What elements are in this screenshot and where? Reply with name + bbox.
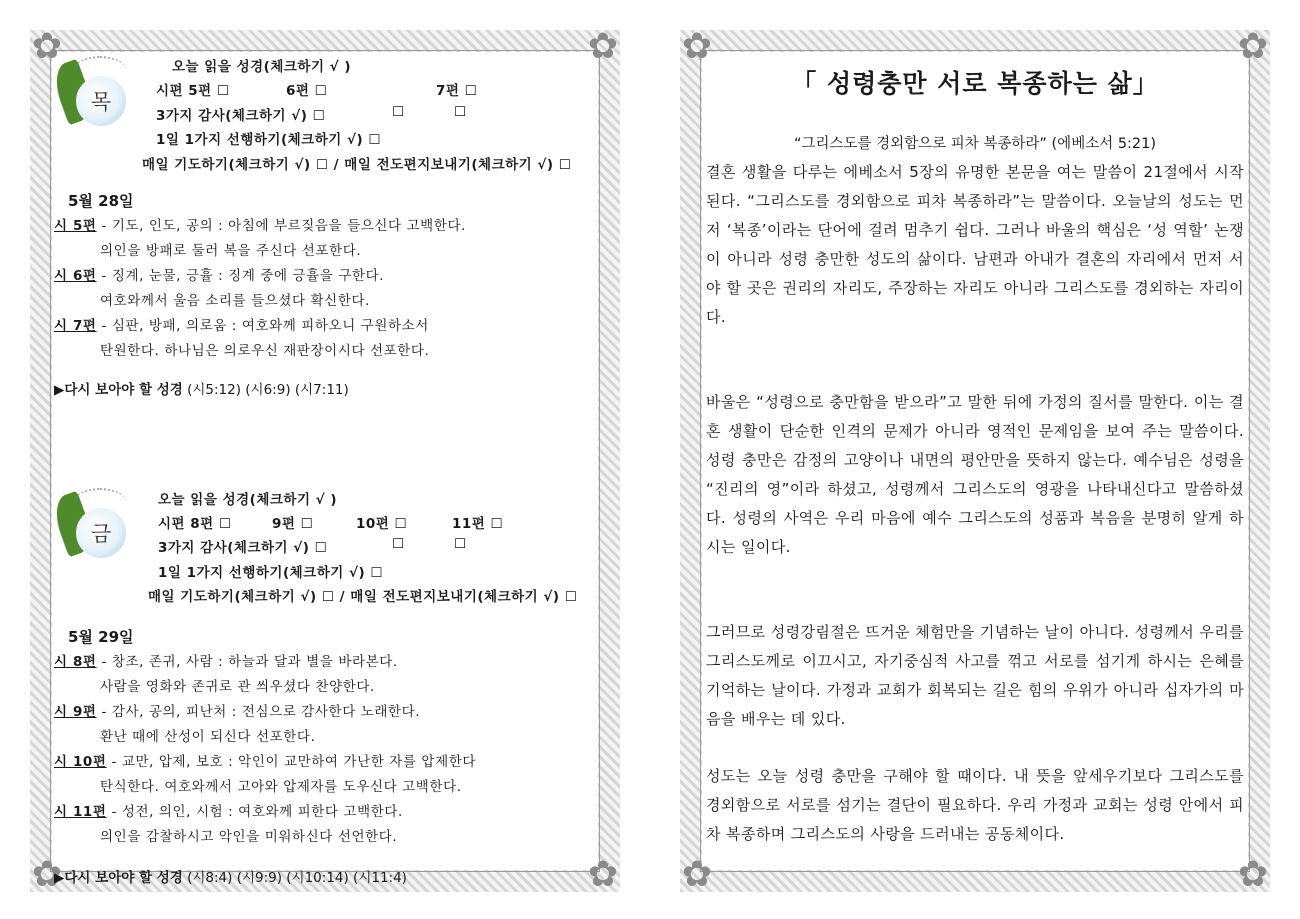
day-emblem: [54, 488, 132, 568]
checkbox-item[interactable]: 11편 ☐: [452, 516, 504, 532]
body-paragraph: 성도는 오늘 성령 충만을 구해야 할 때이다. 내 뜻을 앞세우기보다 그리스도를 경외함으로 서로를 섬기는 결단이 필요하다. 우리 가정과 교회는 성령 안에서 피차 복종하며 그리스도의 사랑을 드러내는 공동체이다.: [706, 767, 1244, 843]
good-deed-checkbox[interactable]: 1일 1가지 선행하기(체크하기 √) ☐: [158, 565, 383, 581]
reading-line: 시 7편 - 심판, 방패, 의로움 : 여호와께 피하오니 구원하소서: [54, 318, 429, 334]
checkbox-item[interactable]: 10편 ☐: [356, 516, 408, 532]
flower-corner-icon: ✿: [31, 26, 63, 67]
prayer-checkbox[interactable]: 매일 기도하기(체크하기 √) ☐ / 매일 전도편지보내기(체크하기 √) ☐: [148, 589, 578, 605]
reading-line: 시 10편 - 교만, 압제, 보호 : 악인이 교만하여 가난한 자를 압제한다: [54, 754, 476, 770]
checkbox-item[interactable]: 7편 ☐: [436, 83, 478, 99]
flower-corner-icon: ✿: [587, 854, 619, 895]
today-reading-label: 오늘 읽을 성경(체크하기 √ ): [172, 59, 352, 75]
day-label: 목: [76, 76, 126, 126]
flower-corner-icon: ✿: [681, 854, 713, 895]
reading-line: 시 9편 - 감사, 공의, 피난처 : 전심으로 감사한다 노래한다.: [54, 704, 421, 720]
body-paragraph: 바울은 “성령으로 충만함을 받으라”고 말한 뒤에 가정의 질서를 말한다. 이는 결혼 생활이 단순한 인격의 문제가 아니라 영적인 문제임을 보여 주는 말씀이다. 성령 충만은 감정의 고양이나 내면의 평안만을 뜻하지 않는다. 예수님은 성령을 “진리의 영”이라 하셨고, 성령께서 그리스도의 영광을 나타내신다고 말씀하셨다. 성령의 사역은 우리 마음에 예수 그리스도의 성품과 복음을 분명히 알게 하시는 일이다.: [706, 393, 1244, 556]
flower-corner-icon: ✿: [1237, 854, 1269, 895]
day-block-thursday: [54, 52, 596, 472]
checkbox-item[interactable]: 9편 ☐: [272, 516, 314, 532]
thanks-checkbox[interactable]: 3가지 감사(체크하기 √) ☐: [158, 540, 328, 556]
flower-corner-icon: ✿: [681, 26, 713, 67]
day-label: 금: [76, 508, 126, 558]
reading-line: 시 11편 - 성전, 의인, 시험 : 여호와께 피한다 고백한다.: [54, 804, 403, 820]
reading-subline: 환난 때에 산성이 되신다 선포한다.: [100, 729, 316, 745]
checkbox-item[interactable]: 시편 8편 ☐: [158, 516, 232, 532]
checkbox-item[interactable]: 시편 5편 ☐: [156, 83, 230, 99]
review-verses: ▶다시 보아야 할 성경 (시8:4) (시9:9) (시10:14) (시11:4): [54, 870, 407, 886]
reading-subline: 사람을 영화와 존귀로 관 씌우셨다 찬양한다.: [100, 679, 375, 695]
day-block-friday: [54, 488, 596, 888]
reading-subline: 탄원한다. 하나님은 의로우신 재판장이시다 선포한다.: [100, 343, 430, 359]
thanks-checkbox[interactable]: 3가지 감사(체크하기 √) ☐: [156, 108, 326, 124]
reading-line: 시 8편 - 창조, 존귀, 사람 : 하늘과 달과 별을 바라본다.: [54, 654, 398, 670]
flower-corner-icon: ✿: [587, 26, 619, 67]
flower-corner-icon: ✿: [1237, 26, 1269, 67]
checkbox-item[interactable]: ☐: [454, 536, 467, 552]
day-emblem: [54, 56, 132, 136]
reading-subline: 의인을 방패로 둘러 복을 주신다 선포한다.: [100, 243, 362, 259]
reading-line: 시 6편 - 징계, 눈물, 긍휼 : 징계 중에 긍휼을 구한다.: [54, 268, 385, 284]
reading-subline: 여호와께서 울음 소리를 들으셨다 확신한다.: [100, 293, 370, 309]
checkbox-item[interactable]: 6편 ☐: [286, 83, 328, 99]
left-page: [30, 26, 620, 895]
reading-subline: 탄식한다. 여호와께서 고아와 압제자를 도우신다 고백한다.: [100, 779, 462, 795]
checkbox-item[interactable]: ☐: [454, 104, 467, 120]
body-paragraph: 그러므로 성령강림절은 뜨거운 체험만을 기념하는 날이 아니다. 성령께서 우리를 그리스도께로 이끄시고, 자기중심적 사고를 꺾고 서로를 섬기게 하시는 은혜를 기억하는 날이다. 가정과 교회가 회복되는 길은 힘의 우위가 아니라 십자가의 마음을 배우는 데 있다.: [706, 623, 1244, 728]
key-verse: “그리스도를 경외함으로 피차 복종하라” (에베소서 5:21): [793, 136, 1157, 152]
page-title: 「 성령충만 서로 복종하는 삶」: [791, 69, 1159, 98]
body-paragraph: 결혼 생활을 다루는 에베소서 5장의 유명한 본문을 여는 말씀이 21절에서 시작된다. “그리스도를 경외함으로 피차 복종하라”는 말씀이다. 오늘날의 성도는 먼저 ‘복종’이라는 단어에 걸려 멈추기 쉽다. 그러나 바울의 핵심은 ‘성 역할’ 논쟁이 아니라 성령 충만한 성도의 삶이다. 남편과 아내가 결혼의 자리에서 먼저 서야 할 곳은 권리의 자리도, 주장하는 자리도 아니라 그리스도를 경외하는 자리이다.: [706, 163, 1244, 326]
today-reading-label: 오늘 읽을 성경(체크하기 √ ): [158, 492, 338, 508]
reading-line: 시 5편 - 기도, 인도, 공의 : 아침에 부르짖음을 들으신다 고백한다.: [54, 218, 466, 234]
review-verses: ▶다시 보아야 할 성경 (시5:12) (시6:9) (시7:11): [54, 382, 349, 398]
prayer-checkbox[interactable]: 매일 기도하기(체크하기 √) ☐ / 매일 전도편지보내기(체크하기 √) ☐: [142, 157, 572, 173]
flower-corner-icon: ✿: [31, 854, 63, 895]
checkbox-item[interactable]: ☐: [392, 536, 405, 552]
good-deed-checkbox[interactable]: 1일 1가지 선행하기(체크하기 √) ☐: [156, 132, 381, 148]
checkbox-item[interactable]: ☐: [392, 104, 405, 120]
right-page: [680, 26, 1270, 895]
reading-date: 5월 29일: [68, 628, 134, 646]
reading-subline: 의인을 감찰하시고 악인을 미워하신다 선언한다.: [100, 829, 398, 845]
reading-date: 5월 28일: [68, 192, 134, 210]
